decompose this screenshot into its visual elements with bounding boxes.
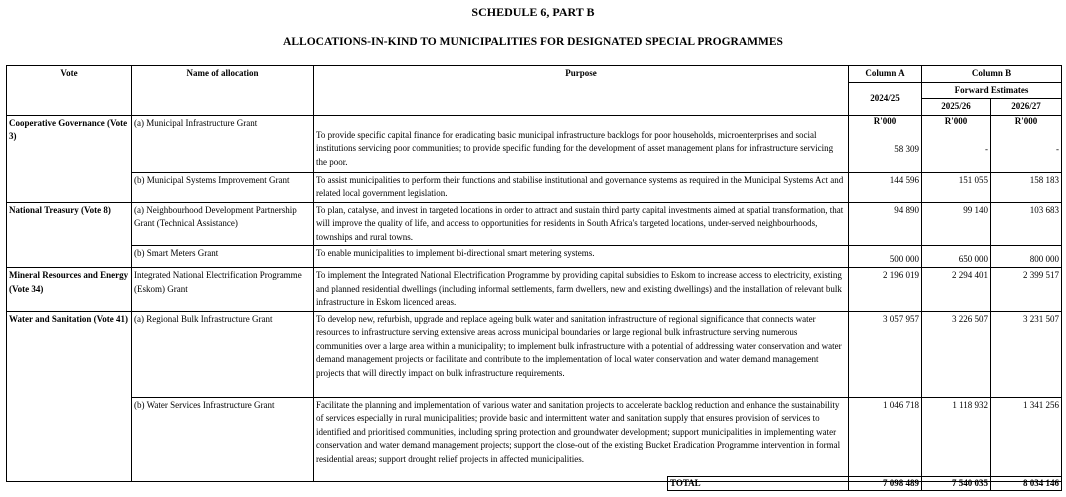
vote-cell: Cooperative Governance (Vote 3) xyxy=(7,115,132,202)
allocation-purpose: To enable municipalities to implement bi-directional smart metering systems. xyxy=(314,246,849,268)
allocation-purpose: To provide specific capital finance for eradicating basic municipal infrastructure backlogs for poor households, microenterprises and social institutions servicing poor communities; to provide specific funding for the development of asset management plans for infrastructure servicing the poor. xyxy=(314,115,849,172)
table-row xyxy=(7,172,1062,202)
allocation-name: (b) Water Services Infrastructure Grant xyxy=(132,397,314,481)
value-col-b2 xyxy=(991,115,1062,172)
value-a: 3 057 957 xyxy=(849,311,922,397)
schedule-title: SCHEDULE 6, PART B xyxy=(471,5,595,19)
allocation-name: (a) Neighbourhood Development Partnership Grant (Technical Assistance) xyxy=(132,202,314,246)
table-row xyxy=(7,397,1062,481)
allocation-purpose: To develop new, refurbish, upgrade and replace ageing bulk water and sanitation infrastructure of regional significance that connects water resources to infrastructure serving extensive areas across municipal boundaries or large regional bulk infrastructure serving numerous communities over a large area within a municipality; to implement bulk infrastructure with a potential of addressing water conservation and water demand management projects or facilitate and contribute to the implementation of local water conservation and water demand management projects that will directly impact on bulk infrastructure requirements. xyxy=(314,311,849,397)
total-b1: 7 540 035 xyxy=(922,477,991,491)
total-label: TOTAL xyxy=(668,477,849,491)
total-b2: 8 034 146 xyxy=(991,477,1062,491)
total-row xyxy=(668,477,1062,491)
value-a: 500 000 xyxy=(849,246,922,268)
value-b1: 99 140 xyxy=(922,202,991,246)
value-b1: 151 055 xyxy=(922,172,991,202)
vote-cell: Water and Sanitation (Vote 41) xyxy=(7,311,132,481)
value-b2: - xyxy=(1056,143,1060,154)
value-b1: 1 118 932 xyxy=(922,397,991,481)
value-col-a xyxy=(849,115,922,172)
table-row xyxy=(7,246,1062,268)
header-column-b: Column B xyxy=(922,66,1062,83)
total-table xyxy=(667,476,1062,491)
value-b2: 158 183 xyxy=(991,172,1062,202)
header-forward-estimates: Forward Estimates xyxy=(922,82,1062,99)
unit-label-b2: R'000 xyxy=(1014,115,1038,126)
table-row xyxy=(7,202,1062,246)
allocation-purpose: To assist municipalities to perform their functions and stabilise institutional and governance systems as required in the Municipal Systems Act and related local government legislation. xyxy=(314,172,849,202)
header-year-a: 2024/25 xyxy=(849,82,922,115)
allocation-name: (a) Regional Bulk Infrastructure Grant xyxy=(132,311,314,397)
header-purpose: Purpose xyxy=(314,66,849,116)
unit-label-b1: R'000 xyxy=(944,115,968,126)
header-year-b2: 2026/27 xyxy=(991,99,1062,116)
table-row xyxy=(7,268,1062,312)
schedule-subtitle: ALLOCATIONS-IN-KIND TO MUNICIPALITIES FOR DESIGNATED SPECIAL PROGRAMMES xyxy=(283,36,783,48)
value-a: 1 046 718 xyxy=(849,397,922,481)
allocation-purpose: To plan, catalyse, and invest in targeted locations in order to attract and sustain third party capital investments aimed at spatial transformation, that will improve the quality of life, and access to opportunities for residents in South Africa's targeted locations, under-served neighbourhoods, townships and rural towns. xyxy=(314,202,849,246)
value-a: 2 196 019 xyxy=(849,268,922,312)
value-b1: - xyxy=(985,143,988,154)
allocation-purpose: To implement the Integrated National Electrification Programme by providing capital subsidies to Eskom to increase access to electricity, existing and planned residential dwellings (including informal settlements, farm dwellers, new and existing dwellings) and the installation of relevant bulk infrastructure in Eskom licenced areas. xyxy=(314,268,849,312)
allocation-purpose: Facilitate the planning and implementation of various water and sanitation projects to accelerate backlog reduction and enhance the sustainability of services especially in rural municipalities; provide basic and intermittent water and sanitation supply that ensures provision of services to identified and prioritised communities, including spring protection and groundwater development; support municipalities in implementing water conservation and water demand management projects; support the close-out of the existing Bucket Eradication Programme intervention in formal residential areas; support drought relief projects in affected municipalities. xyxy=(314,397,849,481)
allocation-name: Integrated National Electrification Programme (Eskom) Grant xyxy=(132,268,314,312)
table-row xyxy=(7,311,1062,397)
unit-label-a: R'000 xyxy=(873,115,897,126)
header-name: Name of allocation xyxy=(132,66,314,116)
value-b2: 103 683 xyxy=(991,202,1062,246)
value-b1: 3 226 507 xyxy=(922,311,991,397)
value-b2: 1 341 256 xyxy=(991,397,1062,481)
value-b2: 800 000 xyxy=(991,246,1062,268)
vote-cell: National Treasury (Vote 8) xyxy=(7,202,132,268)
header-vote: Vote xyxy=(7,66,132,116)
value-b2: 3 231 507 xyxy=(991,311,1062,397)
header-column-a: Column A xyxy=(849,66,922,83)
total-a: 7 098 489 xyxy=(849,477,922,491)
allocation-name: (b) Municipal Systems Improvement Grant xyxy=(132,172,314,202)
vote-cell: Mineral Resources and Energy (Vote 34) xyxy=(7,268,132,312)
value-col-b1 xyxy=(922,115,991,172)
table-row xyxy=(7,115,1062,172)
value-b2: 2 399 517 xyxy=(991,268,1062,312)
allocation-name: (b) Smart Meters Grant xyxy=(132,246,314,268)
allocation-name: (a) Municipal Infrastructure Grant xyxy=(132,115,314,172)
header-year-b1: 2025/26 xyxy=(922,99,991,116)
value-a: 94 890 xyxy=(849,202,922,246)
value-a: 58 309 xyxy=(894,143,919,154)
value-b1: 650 000 xyxy=(922,246,991,268)
allocations-table xyxy=(6,65,1062,482)
value-a: 144 596 xyxy=(849,172,922,202)
value-b1: 2 294 401 xyxy=(922,268,991,312)
